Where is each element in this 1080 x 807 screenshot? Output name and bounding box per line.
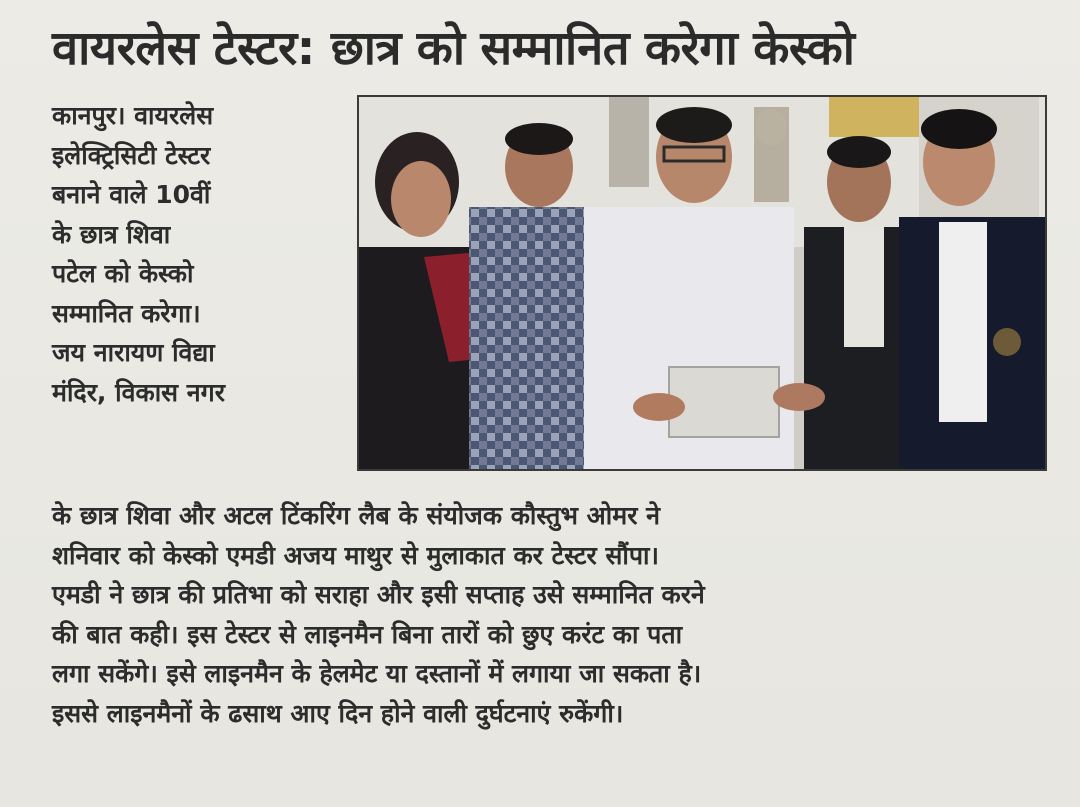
body-line: इससे लाइनमैनों के ढसाथ आए दिन होने वाली दुर्घटनाएं रुकेंगी। bbox=[52, 698, 624, 728]
side-line: कानपुर। वायरलेस bbox=[52, 101, 214, 130]
group-photo-illustration bbox=[359, 97, 1045, 469]
body-line: के छात्र शिवा और अटल टिंकरिंग लैब के संयोजक कौस्तुभ ओमर ने bbox=[52, 501, 660, 530]
side-line: इलेक्ट्रिसिटी टेस्टर bbox=[52, 140, 211, 170]
body-line: एमडी ने छात्र की प्रतिभा को सराहा और इसी सप्ताह उसे सम्मानित करने bbox=[52, 580, 705, 609]
side-line: पटेल को केस्को bbox=[52, 259, 194, 288]
body-line: लगा सकेंगे। इसे लाइनमैन के हेलमेट या दस्तानों में लगाया जा सकता है। bbox=[52, 659, 702, 688]
side-line: बनाने वाले 10वीं bbox=[52, 180, 211, 209]
body-line: की बात कही। इस टेस्टर से लाइनमैन बिना तारों को छुए करंट का पता bbox=[52, 619, 683, 649]
news-photo bbox=[357, 95, 1047, 471]
side-line: जय नारायण विद्या bbox=[52, 338, 215, 367]
side-column-text bbox=[52, 96, 352, 412]
body-line: शनिवार को केस्को एमडी अजय माथुर से मुलाकात कर टेस्टर सौंपा। bbox=[52, 540, 659, 570]
side-line: मंदिर, विकास नगर bbox=[52, 377, 225, 407]
side-line: के छात्र शिवा bbox=[52, 219, 171, 249]
headline: वायरलेस टेस्टर: छात्र को सम्मानित करेगा केस्को bbox=[52, 21, 855, 76]
side-line: सम्मानित करेगा। bbox=[52, 298, 201, 328]
article-body bbox=[52, 496, 1052, 733]
